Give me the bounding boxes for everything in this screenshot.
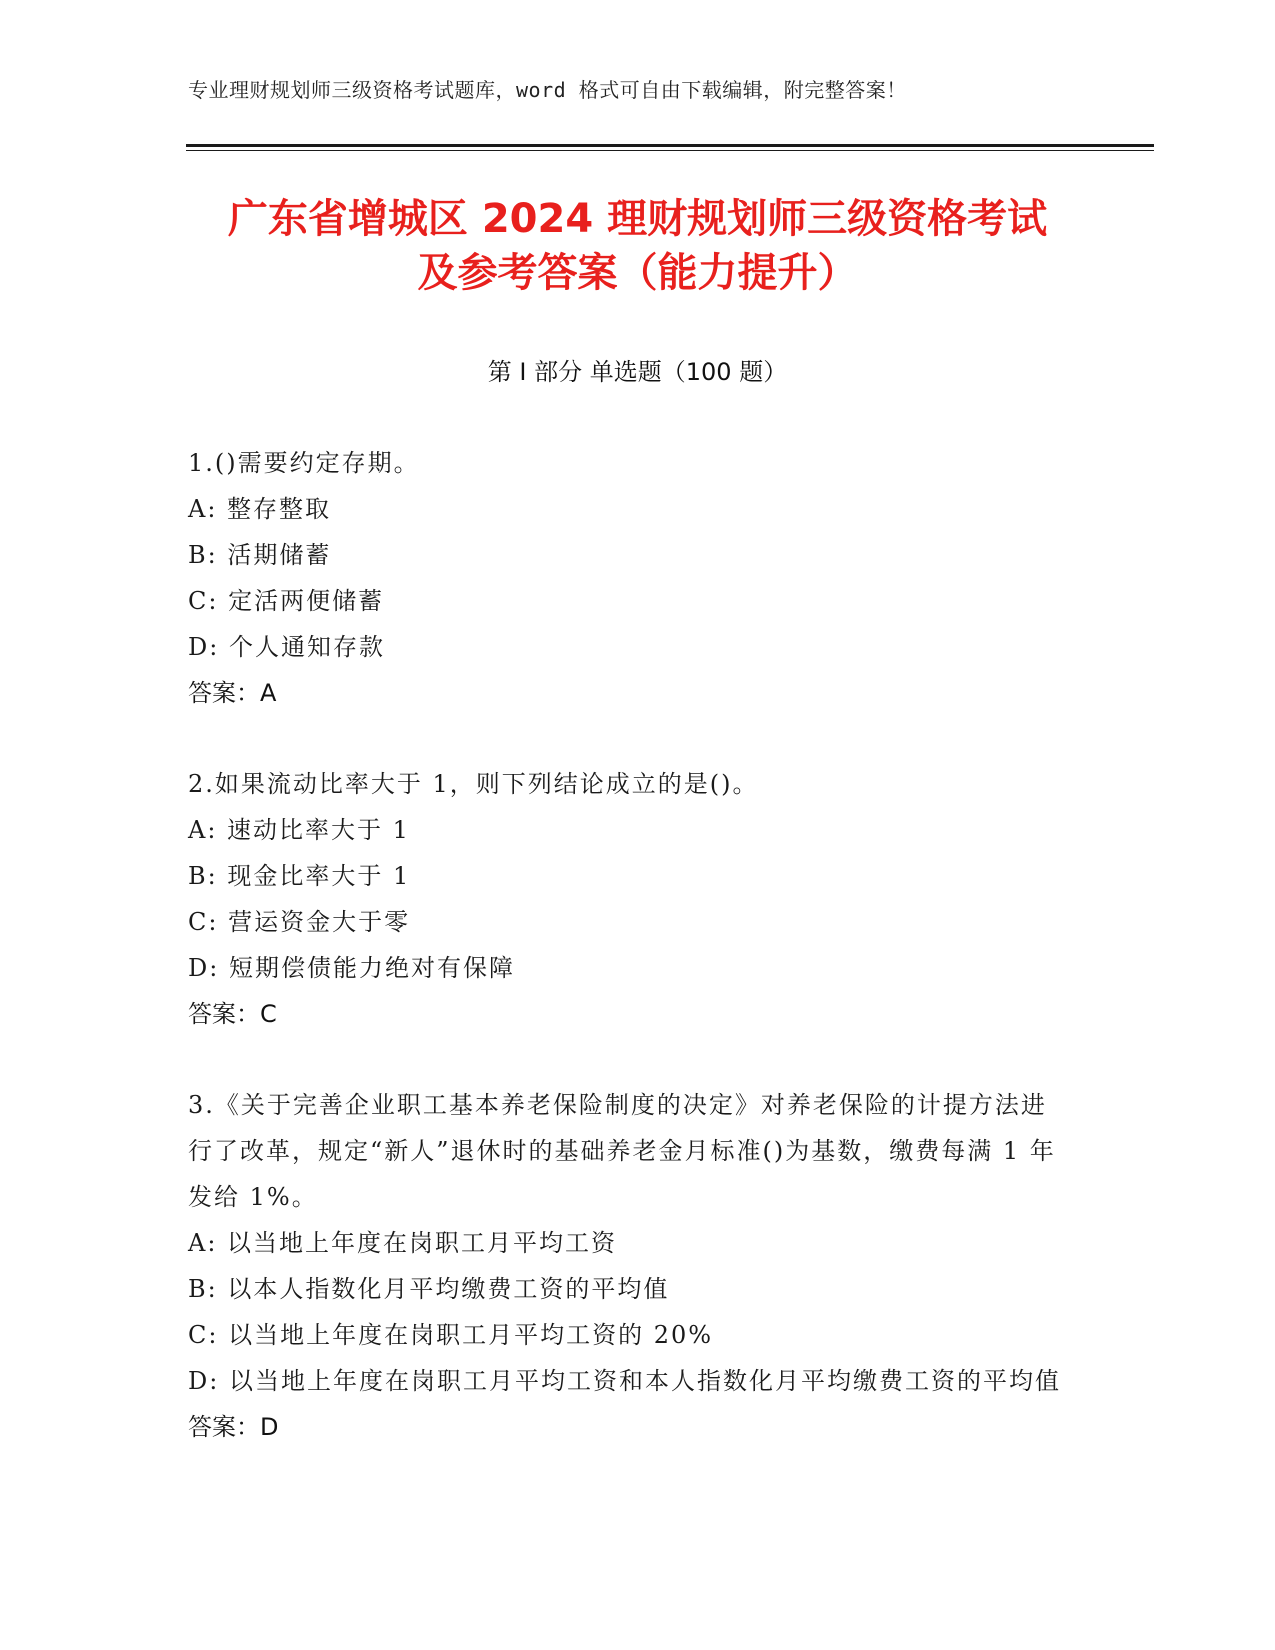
question-stem: 3.《关于完善企业职工基本养老保险制度的决定》对养老保险的计提方法进行了改革，规定“新人”退休时的基础养老金月标准()为基数，缴费每满 1 年发给 1%。	[188, 1091, 1056, 1211]
document-title-line1: 广东省增城区 2024 理财规划师三级资格考试	[227, 196, 1048, 242]
document-title	[160, 192, 1115, 300]
document-title-line2: 及参考答案（能力提升）	[417, 250, 858, 296]
answer: 答案：A	[188, 679, 277, 707]
header-note: 专业理财规划师三级资格考试题库，word 格式可自由下载编辑，附完整答案！	[188, 78, 907, 102]
option-d: D: 以当地上年度在岗职工月平均工资和本人指数化月平均缴费工资的平均值	[188, 1367, 1061, 1395]
question-stem: 2.如果流动比率大于 1，则下列结论成立的是()。	[188, 770, 759, 798]
question-3	[188, 1082, 1068, 1450]
option-a: A: 以当地上年度在岗职工月平均工资	[188, 1229, 618, 1257]
section-title: 第 I 部分 单选题（100 题）	[487, 358, 788, 386]
option-a: A: 整存整取	[188, 495, 332, 523]
answer: 答案：C	[188, 1000, 277, 1028]
question-2	[188, 761, 1068, 1037]
option-c: C: 以当地上年度在岗职工月平均工资的 20%	[188, 1321, 714, 1349]
option-a: A: 速动比率大于 1	[188, 816, 410, 844]
question-stem: 1.()需要约定存期。	[188, 449, 420, 477]
question-1	[188, 440, 1068, 716]
option-d: D: 个人通知存款	[188, 633, 385, 661]
header-divider-thin	[186, 150, 1154, 151]
option-d: D: 短期偿债能力绝对有保障	[188, 954, 515, 982]
option-b: B: 活期储蓄	[188, 541, 332, 569]
option-c: C: 营运资金大于零	[188, 908, 411, 936]
answer: 答案：D	[188, 1413, 279, 1441]
option-c: C: 定活两便储蓄	[188, 587, 385, 615]
header-divider-thick	[186, 144, 1154, 147]
question-list	[188, 440, 1068, 1495]
option-b: B: 现金比率大于 1	[188, 862, 411, 890]
option-b: B: 以本人指数化月平均缴费工资的平均值	[188, 1275, 670, 1303]
